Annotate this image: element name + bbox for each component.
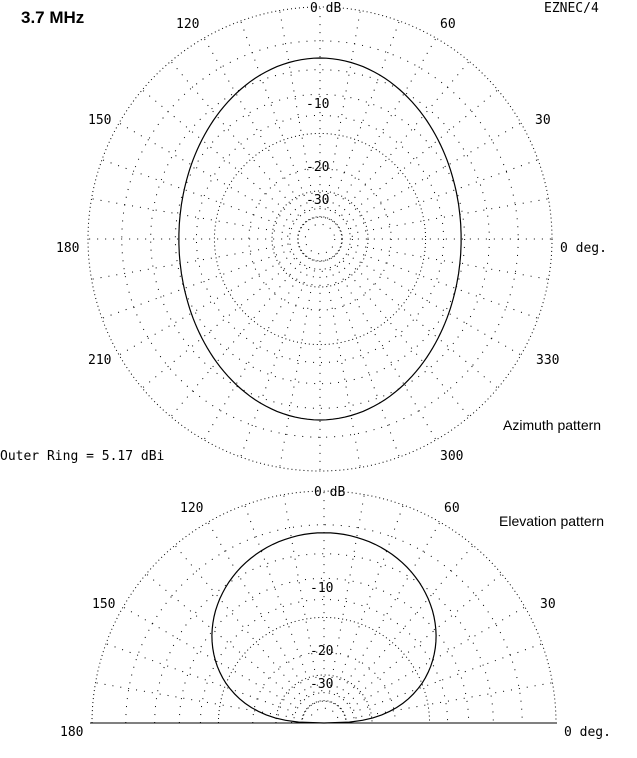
azimuth-radial-line: [331, 258, 436, 440]
azimuth-ring-label-minus20: -20: [306, 160, 330, 175]
azimuth-minor-ring: [175, 94, 464, 383]
azimuth-title: Azimuth pattern: [503, 417, 602, 433]
azimuth-angle-label-330: 330: [536, 353, 560, 368]
elevation-major-ring: [302, 701, 346, 723]
elevation-radial-line: [343, 607, 525, 712]
elevation-radial-line: [335, 522, 440, 704]
elevation-title: Elevation pattern: [499, 513, 605, 529]
azimuth-radial-line: [204, 258, 309, 440]
azimuth-major-ring: [298, 217, 342, 261]
azimuth-radial-line: [331, 38, 436, 220]
azimuth-radial-line: [334, 256, 469, 417]
elevation-radial-line: [106, 644, 303, 716]
elevation-pattern-line: [212, 533, 436, 723]
azimuth-angle-label-180: 180: [56, 241, 80, 256]
azimuth-radial-line: [92, 199, 299, 235]
elevation-radial-line: [341, 574, 502, 709]
azimuth-ring-label-0db: 0 dB: [310, 1, 342, 16]
azimuth-angle-label-120: 120: [176, 17, 200, 32]
elevation-radial-line: [345, 644, 542, 716]
azimuth-radial-line: [339, 123, 521, 228]
azimuth-radial-line: [334, 61, 469, 222]
elevation-angle-label-60: 60: [444, 501, 460, 516]
azimuth-radial-line: [337, 90, 498, 225]
elevation-ring-label-0db: 0 dB: [314, 485, 346, 500]
azimuth-radial-line: [324, 11, 360, 218]
elevation-minor-ring: [126, 525, 522, 723]
azimuth-radial-line: [119, 123, 301, 228]
elevation-angle-label-120: 120: [180, 501, 204, 516]
azimuth-radial-line: [324, 261, 360, 468]
azimuth-radial-line: [327, 21, 399, 218]
elevation-radial-line: [328, 495, 364, 702]
elevation-minor-ring: [309, 708, 338, 723]
azimuth-angle-label-60: 60: [440, 17, 456, 32]
azimuth-angle-label-210: 210: [88, 353, 112, 368]
elevation-radial-line: [96, 683, 303, 719]
elevation-radial-line: [338, 545, 473, 706]
outer-ring-note: Outer Ring = 5.17 dBi: [0, 449, 165, 464]
azimuth-radial-line: [342, 199, 549, 235]
elevation-radial-line: [146, 574, 307, 709]
azimuth-radial-line: [142, 90, 303, 225]
azimuth-minor-ring: [249, 168, 391, 310]
azimuth-minor-ring: [305, 224, 334, 253]
azimuth-radial-line: [342, 243, 549, 279]
software-label: EZNEC/4: [544, 1, 599, 16]
elevation-radial-line: [175, 545, 310, 706]
azimuth-radial-line: [327, 260, 399, 457]
azimuth-angle-label-0: 0 deg.: [560, 241, 607, 256]
elevation-minor-ring: [292, 691, 357, 723]
azimuth-radial-line: [341, 160, 538, 232]
elevation-minor-ring: [155, 554, 494, 723]
elevation-ring-label-minus30: -30: [310, 677, 334, 692]
azimuth-radial-line: [102, 246, 299, 318]
elevation-angle-label-30: 30: [540, 597, 556, 612]
azimuth-angle-label-150: 150: [88, 113, 112, 128]
azimuth-ring-label-minus30: -30: [306, 193, 330, 208]
azimuth-radial-line: [204, 38, 309, 220]
azimuth-angle-label-300: 300: [440, 449, 464, 464]
azimuth-radial-line: [341, 246, 538, 318]
elevation-radial-line: [284, 495, 320, 702]
azimuth-radial-line: [171, 61, 306, 222]
elevation-radial-line: [208, 522, 313, 704]
elevation-ring-label-minus20: -20: [310, 644, 334, 659]
azimuth-radial-line: [337, 253, 498, 388]
elevation-minor-ring: [200, 599, 447, 723]
elevation-angle-label-150: 150: [92, 597, 116, 612]
azimuth-radial-line: [171, 256, 306, 417]
frequency-label: 3.7 MHz: [21, 8, 85, 27]
elevation-radial-line: [123, 607, 305, 712]
azimuth-radial-line: [142, 253, 303, 388]
azimuth-radial-line: [339, 250, 521, 355]
azimuth-major-ring: [88, 7, 552, 471]
azimuth-radial-line: [280, 11, 316, 218]
elevation-angle-label-0: 0 deg.: [564, 725, 611, 740]
elevation-ring-label-minus10: -10: [310, 581, 334, 596]
azimuth-ring-label-minus10: -10: [306, 97, 330, 112]
azimuth-radial-line: [241, 260, 313, 457]
azimuth-grid: [88, 7, 552, 471]
azimuth-radial-line: [119, 250, 301, 355]
azimuth-radial-line: [241, 21, 313, 218]
azimuth-radial-line: [102, 160, 299, 232]
azimuth-radial-line: [280, 261, 316, 468]
elevation-angle-label-180: 180: [60, 725, 84, 740]
azimuth-angle-label-30: 30: [535, 113, 551, 128]
